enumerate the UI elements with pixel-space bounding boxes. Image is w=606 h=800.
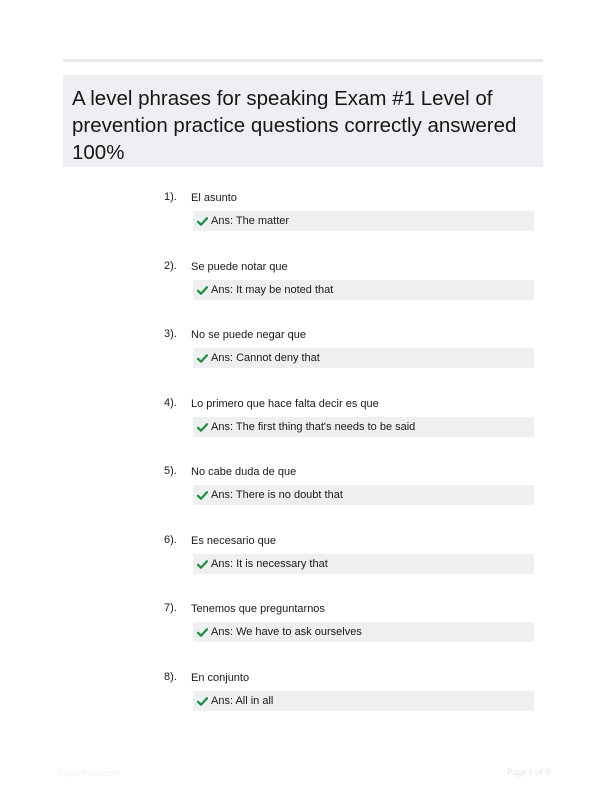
question-number: 8). [164,671,177,683]
question-item-3 [0,327,606,387]
question-item-6 [0,533,606,593]
check-icon [197,353,208,364]
question-item-1 [0,190,606,250]
answer-text: Ans: All in all [211,695,274,707]
answer-box [193,691,534,711]
question-number: 4). [164,397,177,409]
question-prompt: No cabe duda de que [191,466,297,478]
answer-box [193,485,534,505]
answer-box [193,280,534,300]
question-prompt: El asunto [191,192,237,204]
answer-text: Ans: We have to ask ourselves [211,626,362,638]
question-number: 6). [164,534,177,546]
question-item-5 [0,464,606,524]
question-number: 1). [164,191,177,203]
title-banner [63,75,543,167]
question-prompt: No se puede negar que [191,329,306,341]
document-title: A level phrases for speaking Exam #1 Level of prevention practice questions correctly answered 100% [72,87,517,164]
question-number: 7). [164,602,177,614]
check-icon [197,559,208,570]
question-prompt: Tenemos que preguntarnos [191,603,325,615]
answer-box [193,622,534,642]
check-icon [197,627,208,638]
answer-text: Ans: It may be noted that [211,284,334,296]
top-divider [63,59,543,62]
question-item-2 [0,259,606,319]
question-prompt: En conjunto [191,672,250,684]
answer-text: Ans: The matter [211,215,290,227]
answer-box [193,211,534,231]
page-indicator: Page 1 of 9 [506,768,550,778]
answer-box [193,417,534,437]
question-prompt: Es necesario que [191,535,276,547]
answer-text: Ans: It is necessary that [211,558,328,570]
question-number: 3). [164,328,177,340]
answer-box [193,348,534,368]
question-number: 5). [164,465,177,477]
question-prompt: Se puede notar que [191,261,288,273]
answer-box [193,554,534,574]
check-icon [197,696,208,707]
question-item-8 [0,670,606,730]
answer-text: Ans: Cannot deny that [211,352,320,364]
question-item-4 [0,396,606,456]
answer-text: Ans: There is no doubt that [211,489,343,501]
check-icon [197,216,208,227]
question-prompt: Lo primero que hace falta decir es que [191,398,379,410]
check-icon [197,422,208,433]
question-number: 2). [164,260,177,272]
check-icon [197,490,208,501]
footer-watermark: Paperthinc.com [58,768,121,778]
check-icon [197,285,208,296]
answer-text: Ans: The first thing that's needs to be said [211,421,416,433]
question-item-7 [0,601,606,661]
